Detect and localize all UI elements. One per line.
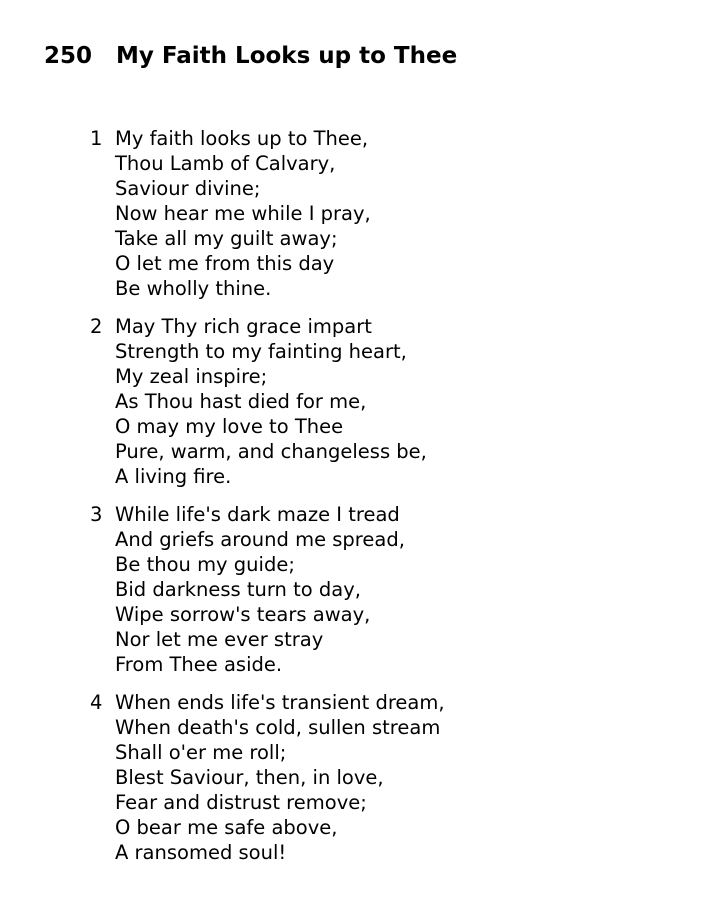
verse-line: A ransomed soul! [115,841,287,864]
hymn-title: My Faith Looks up to Thee [116,43,458,69]
hymn-header [44,40,457,72]
verse-4 [90,690,445,865]
verse-line: Nor let me ever stray [115,628,324,651]
verse-line: O may my love to Thee [115,415,344,438]
verse-number: 3 [90,503,103,526]
verse-line: Pure, warm, and changeless be, [115,440,427,463]
verse-line: Be thou my guide; [115,553,295,576]
hymn-number: 250 [44,43,93,69]
verse-line: Fear and distrust remove; [115,791,367,814]
verse-number: 4 [90,691,103,714]
verse-line: Thou Lamb of Calvary, [115,152,336,175]
verse-number: 1 [90,127,103,150]
verse-line: A living fire. [115,465,232,488]
verse-line: O bear me safe above, [115,816,338,839]
verse-line: Be wholly thine. [115,277,272,300]
verse-line: As Thou hast died for me, [115,390,367,413]
verse-line: Strength to my fainting heart, [115,340,407,363]
verse-2 [90,314,445,489]
verse-line: Blest Saviour, then, in love, [115,766,384,789]
verse-line: My faith looks up to Thee, [115,127,369,150]
verse-line: Take all my guilt away; [115,227,338,250]
verse-3 [90,502,445,677]
verse-line: Bid darkness turn to day, [115,578,361,601]
verse-1 [90,126,445,301]
verse-line: And griefs around me spread, [115,528,405,551]
verse-number: 2 [90,315,103,338]
verse-line: Wipe sorrow's tears away, [115,603,371,626]
verse-line: May Thy rich grace impart [115,315,372,338]
verse-line: When ends life's transient dream, [115,691,445,714]
verses-container [90,126,445,878]
verse-line: My zeal inspire; [115,365,268,388]
verse-line: O let me from this day [115,252,335,275]
verse-line: Shall o'er me roll; [115,741,287,764]
verse-line: When death's cold, sullen stream [115,716,441,739]
verse-line: From Thee aside. [115,653,283,676]
verse-line: Saviour divine; [115,177,261,200]
verse-line: Now hear me while I pray, [115,202,371,225]
verse-line: While life's dark maze I tread [115,503,400,526]
